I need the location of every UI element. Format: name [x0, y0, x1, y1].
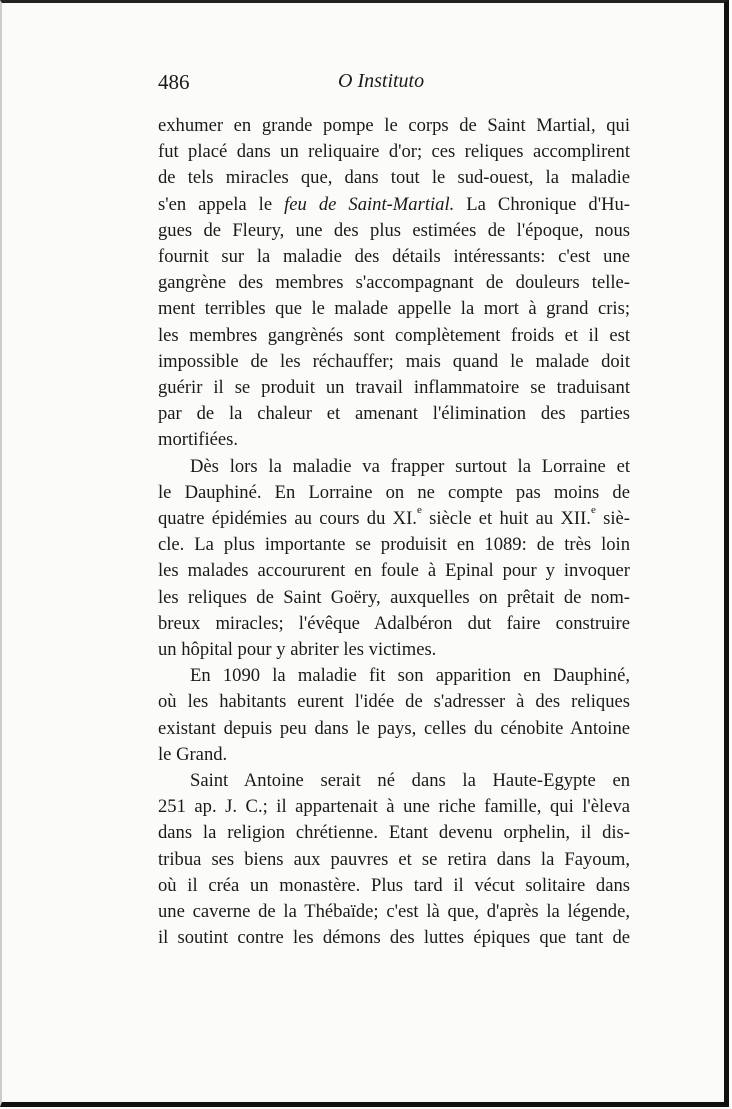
text-line: cle. La plus importante se produisit en 1089: de très loin: [158, 534, 630, 556]
text-line: guérir il se produit un travail inflammatoire se traduisant: [158, 377, 630, 399]
text-line: tribua ses biens aux pauvres et se retira dans la Fayoum,: [158, 848, 630, 870]
text-line: il soutint contre les démons des luttes épiques que tant de: [158, 927, 630, 949]
body-text: [158, 113, 630, 952]
text-line: Saint Antoine serait né dans la Haute-Egypte en: [190, 770, 630, 792]
page-number: 486: [158, 70, 190, 94]
text-line: mortifiées.: [158, 429, 239, 451]
paragraph: [158, 768, 630, 951]
text-line: de tels miracles que, dans tout le sud-ouest, la maladie: [158, 167, 630, 189]
text-line: quatre épidémies au cours du XI.$^e$ siècle et huit au XII.$^e$ siè-: [158, 504, 630, 530]
text-line: 251 ap. J. C.; il appartenait à une riche famille, qui l'èleva: [158, 796, 630, 818]
text-line: impossible de les réchauffer; mais quand le malade doit: [158, 350, 630, 372]
text-line: les malades accoururent en foule à Epinal pour y invoquer: [158, 560, 630, 582]
text-line: En 1090 la maladie fit son apparition en Dauphiné,: [190, 665, 630, 687]
text-line: où il créa un monastère. Plus tard il vécut solitaire dans: [158, 874, 630, 896]
text-line: le Dauphiné. En Lorraine on ne compte pas moins de: [158, 481, 630, 503]
text-line: les membres gangrènés sont complètement froids et il est: [158, 324, 630, 346]
text-line: breux miracles; l'évêque Adalbéron dut faire construire: [158, 612, 630, 634]
text-line: par de la chaleur et amenant l'élimination des parties: [158, 403, 630, 425]
text-line: gangrène des membres s'accompagnant de douleurs telle-: [158, 272, 630, 294]
text-line: dans la religion chrétienne. Etant devenu orphelin, il dis-: [158, 822, 630, 844]
text-line: Dès lors la maladie va frapper surtout la Lorraine et: [190, 455, 630, 477]
text-line: une caverne de la Thébaïde; c'est là que, d'après la légende,: [158, 901, 630, 923]
page-header: [158, 70, 630, 100]
paragraph: [158, 663, 630, 768]
paragraph: [158, 454, 630, 664]
paragraph: [158, 113, 630, 454]
running-title: O Instituto: [338, 70, 425, 92]
text-line: s'en appela le feu de Saint-Martial. La Chronique d'Hu-: [158, 193, 630, 215]
text-line: existant depuis peu dans le pays, celles du cénobite Antoine: [158, 717, 630, 739]
text-line: les reliques de Saint Goëry, auxquelles on prêtait de nom-: [158, 586, 630, 608]
text-line: un hôpital pour y abriter les victimes.: [158, 639, 437, 661]
text-line: le Grand.: [158, 743, 228, 765]
text-line: exhumer en grande pompe le corps de Saint Martial, qui: [158, 115, 630, 136]
text-line: où les habitants eurent l'idée de s'adresser à des reliques: [158, 691, 630, 713]
text-line: gues de Fleury, une des plus estimées de l'époque, nous: [158, 219, 630, 241]
text-line: ment terribles que le malade appelle la mort à grand cris;: [158, 298, 630, 320]
text-line: fut placé dans un reliquaire d'or; ces reliques accomplirent: [158, 141, 630, 163]
text-line: fournit sur la maladie des détails intéressants: c'est une: [158, 246, 630, 268]
